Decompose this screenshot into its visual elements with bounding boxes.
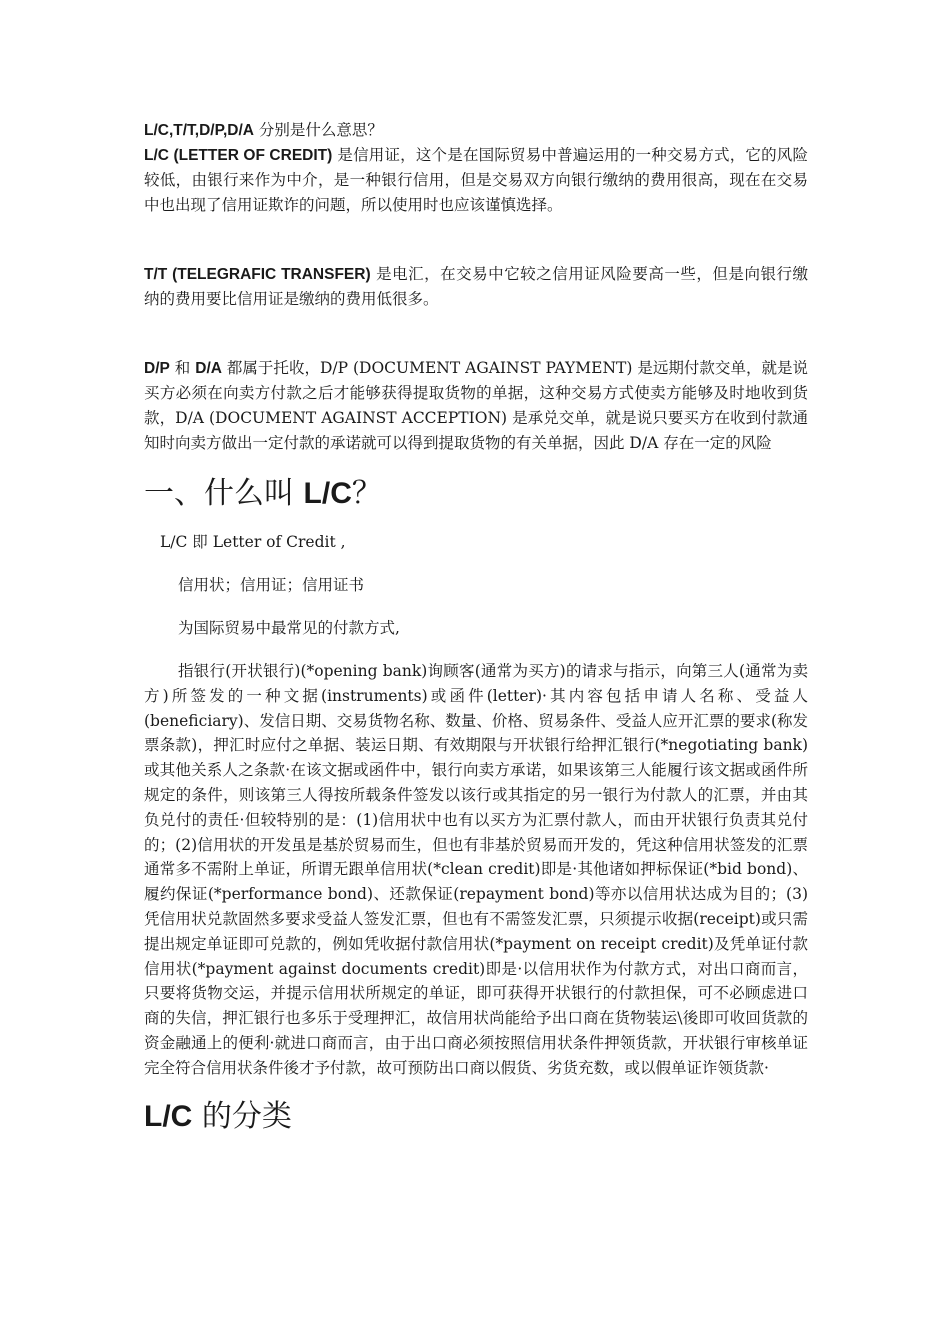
tt-definition <box>144 262 808 312</box>
lc-common: 为国际贸易中最常见的付款方式, <box>178 619 400 637</box>
dpda-and: 和 <box>169 359 196 377</box>
lc-body: 指银行(开状银行)(*opening bank)询顾客(通常为买方)的请求与指示，向第三人(通常为卖方)所签发的一种文据(instruments)或函件(letter)·其内容包括申请人名称、受益人(beneficiary)、发信日期、交易货物名称、数量、价格、贸易条件、受益人应开汇票的要求(称发票条款)，押汇时应付之单据、装运日期、有效期限与开状银行给押汇银行(*negotiating bank)或其他关系人之条款·在该文据或函件中，银行向卖方承诺，如果该第三人能履行该文据或函件所规定的条件，则该第三人得按所载条件签发以该行或其指定的另一银行为付款人的汇票，并由其负兑付的责任·但较特别的是：(1)信用状中也有以买方为汇票付款人，而由开状银行负责其兑付的；(2)信用状的开发虽是基於贸易而生，但也有非基於贸易而开发的，凭这种信用状签发的汇票通常多不需附上单证，所谓无跟单信用状(*clean credit)即是·其他诸如押标保证(*bid bond)、履约保证(*performance bond)、还款保证(repayment bond)等亦以信用状达成为目的；(3)凭信用状兑款固然多要求受益人签发汇票，但也有不需签发汇票，只须提示收据(receipt)或只需提出规定单证即可兑款的，例如凭收据付款信用状(*payment on receipt credit)及凭单证付款信用状(*payment against documents credit)即是·以信用状作为付款方式，对出口商而言，只要将货物交运，并提示信用状所规定的单证，即可获得开状银行的付款担保，可不必顾虑进口商的失信，押汇银行也多乐于受理押汇，故信用状尚能给予出口商在货物装运\後即可收回货款的资金融通上的便利·就进口商而言，由于出口商必须按照信用状条件押领货款，开状银行审核单证完全符合信用状条件後才予付款，故可预防出口商以假货、劣货充数，或以假单证诈领货款· <box>144 662 808 1077</box>
heading2-term: L/C <box>144 1099 193 1133</box>
tt-text: 是电汇，在交易中它较之信用证风险要高一些，但是向银行缴纳的费用要比信用证是缴纳的费用低很多。 <box>144 265 808 308</box>
lc-intro: L/C 即 Letter of Credit , <box>160 533 346 551</box>
title-question: 分别是什么意思？ <box>253 121 383 139</box>
heading1-term: L/C <box>303 477 352 510</box>
da-term: D/A <box>195 360 222 377</box>
title-terms: L/C,T/T,D/P,D/A <box>144 122 254 139</box>
lc-definition <box>144 143 808 218</box>
title-line <box>144 118 808 143</box>
tt-term: T/T (TELEGRAFIC TRANSFER) <box>144 266 371 283</box>
section-heading-what-is-lc <box>144 474 808 514</box>
lc-names: 信用状；信用证；信用证书 <box>178 576 365 594</box>
heading1-suffix: ？ <box>351 476 382 511</box>
lc-term: L/C (LETTER OF CREDIT) <box>144 147 333 164</box>
lc-text: 是信用证，这个是在国际贸易中普遍运用的一种交易方式，它的风险较低，由银行来作为中介，是一种银行信用，但是交易双方向银行缴纳的费用很高，现在在交易中也出现了信用证欺诈的问题，所以使用时也应该谨慎选择。 <box>144 146 808 214</box>
heading1-prefix: 一、什么叫 <box>144 476 304 511</box>
heading2-suffix: 的分类 <box>192 1098 292 1134</box>
section-heading-lc-types <box>144 1097 808 1137</box>
dpda-definition <box>144 356 808 456</box>
dp-term: D/P <box>144 360 170 377</box>
dpda-text: 都属于托收，D/P (DOCUMENT AGAINST PAYMENT) 是远期付款交单，就是说买方必须在向卖方付款之后才能够获得提取货物的单据，这种交易方式使卖方能够及时地收到货款，D/A (DOCUMENT AGAINST ACCEPTION) 是承兑交单，就是说只要买方在收到付款通知时向卖方做出一定付款的承诺就可以得到提取货物的有关单据，因此 D/A 存在一定的风险 <box>144 359 808 452</box>
document-page <box>144 118 808 1137</box>
